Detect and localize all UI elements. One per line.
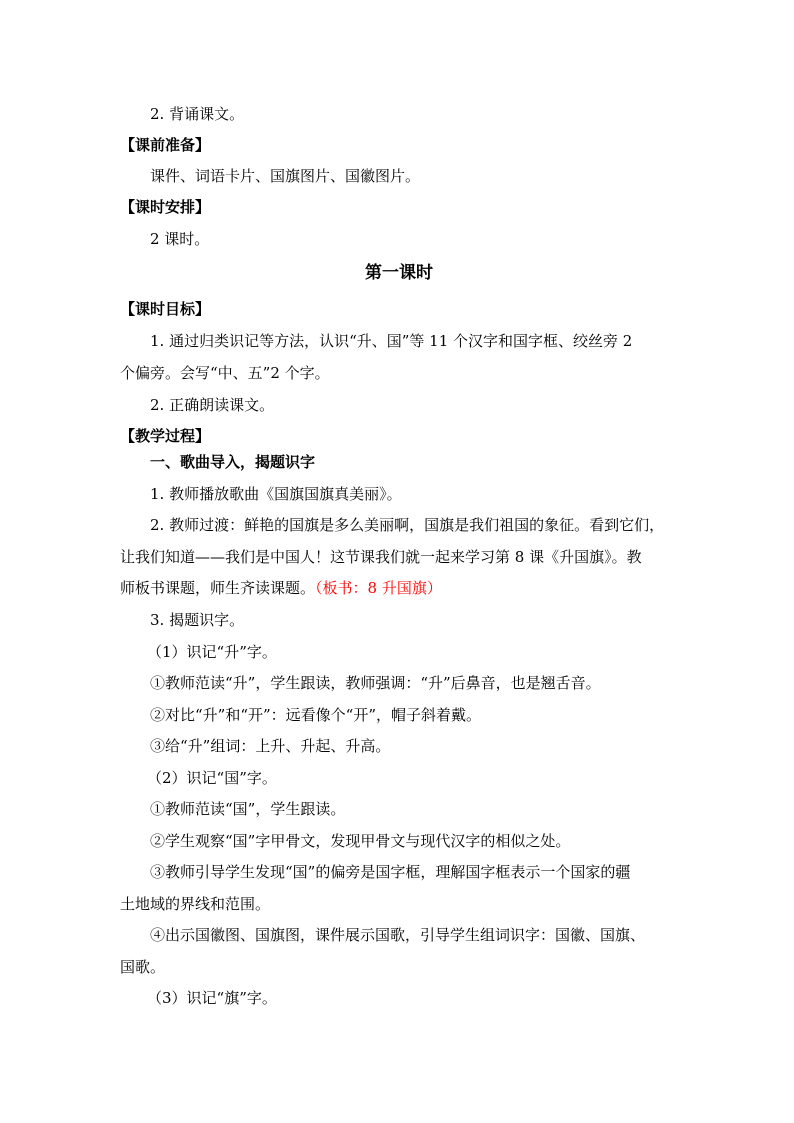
sub-item-2-point-2: ②学生观察“国”字甲骨文，发现甲骨文与现代汉字的相似之处。 bbox=[150, 832, 571, 850]
process-item-2-text: 师板书课题，师生齐读课题。 bbox=[120, 579, 316, 597]
process-item-2-line-3 bbox=[120, 577, 678, 599]
sub-item-2-point-4-line-1: ④出示国徽图、国旗图，课件展示国歌，引导学生组词识字：国徽、国旗、 bbox=[150, 926, 646, 944]
process-item-2-line-1: 2. 教师过渡：鲜艳的国旗是多么美丽啊，国旗是我们祖国的象征。看到它们， bbox=[150, 516, 665, 534]
preparation-text: 课件、词语卡片、国旗图片、国徽图片。 bbox=[150, 167, 421, 185]
section-heading-schedule: 【课时安排】 bbox=[120, 198, 211, 216]
board-annotation: （板书：8 升国旗） bbox=[315, 579, 442, 597]
sub-item-1-point-1: ①教师范读“升”，学生跟读，教师强调：“升”后鼻音，也是翘舌音。 bbox=[150, 674, 601, 692]
process-item-1: 1. 教师播放歌曲《国旗国旗真美丽》。 bbox=[150, 485, 402, 503]
section-heading-process: 【教学过程】 bbox=[120, 427, 211, 445]
lesson-title: 第一课时 bbox=[365, 263, 433, 283]
objective-1-line-2: 个偏旁。会写“中、五”2 个字。 bbox=[120, 364, 330, 382]
sub-item-2-title: （2）识记“国”字。 bbox=[147, 769, 277, 787]
list-item-recite: 2. 背诵课文。 bbox=[150, 105, 245, 123]
sub-item-2-point-3-line-2: 土地域的界线和范围。 bbox=[120, 895, 271, 913]
process-item-2-line-2: 让我们知道——我们是中国人！这节课我们就一起来学习第 8 课《升国旗》。教 bbox=[120, 548, 642, 566]
sub-item-1-point-3: ③给“升”组词：上升、升起、升高。 bbox=[150, 737, 391, 755]
sub-item-3-title: （3）识记“旗”字。 bbox=[147, 989, 277, 1007]
sub-item-1-point-2: ②对比“升”和“开”：远看像个“开”，帽子斜着戴。 bbox=[150, 706, 482, 724]
schedule-text: 2 课时。 bbox=[150, 230, 210, 248]
section-heading-objectives: 【课时目标】 bbox=[120, 300, 211, 318]
process-step-heading: 一、歌曲导入，揭题识字 bbox=[150, 453, 316, 471]
sub-item-2-point-3-line-1: ③教师引导学生发现“国”的偏旁是国字框，理解国字框表示一个国家的疆 bbox=[150, 863, 631, 881]
sub-item-2-point-1: ①教师范读“国”，学生跟读。 bbox=[150, 800, 346, 818]
section-heading-preparation: 【课前准备】 bbox=[120, 136, 211, 154]
sub-item-2-point-4-line-2: 国歌。 bbox=[120, 958, 166, 976]
sub-item-1-title: （1）识记“升”字。 bbox=[147, 643, 277, 661]
objective-1-line-1: 1. 通过归类识记等方法，认识“升、国”等 11 个汉字和国字框、绞丝旁 2 bbox=[150, 332, 633, 350]
objective-2: 2. 正确朗读课文。 bbox=[150, 396, 275, 414]
process-item-3: 3. 揭题识字。 bbox=[150, 611, 245, 629]
